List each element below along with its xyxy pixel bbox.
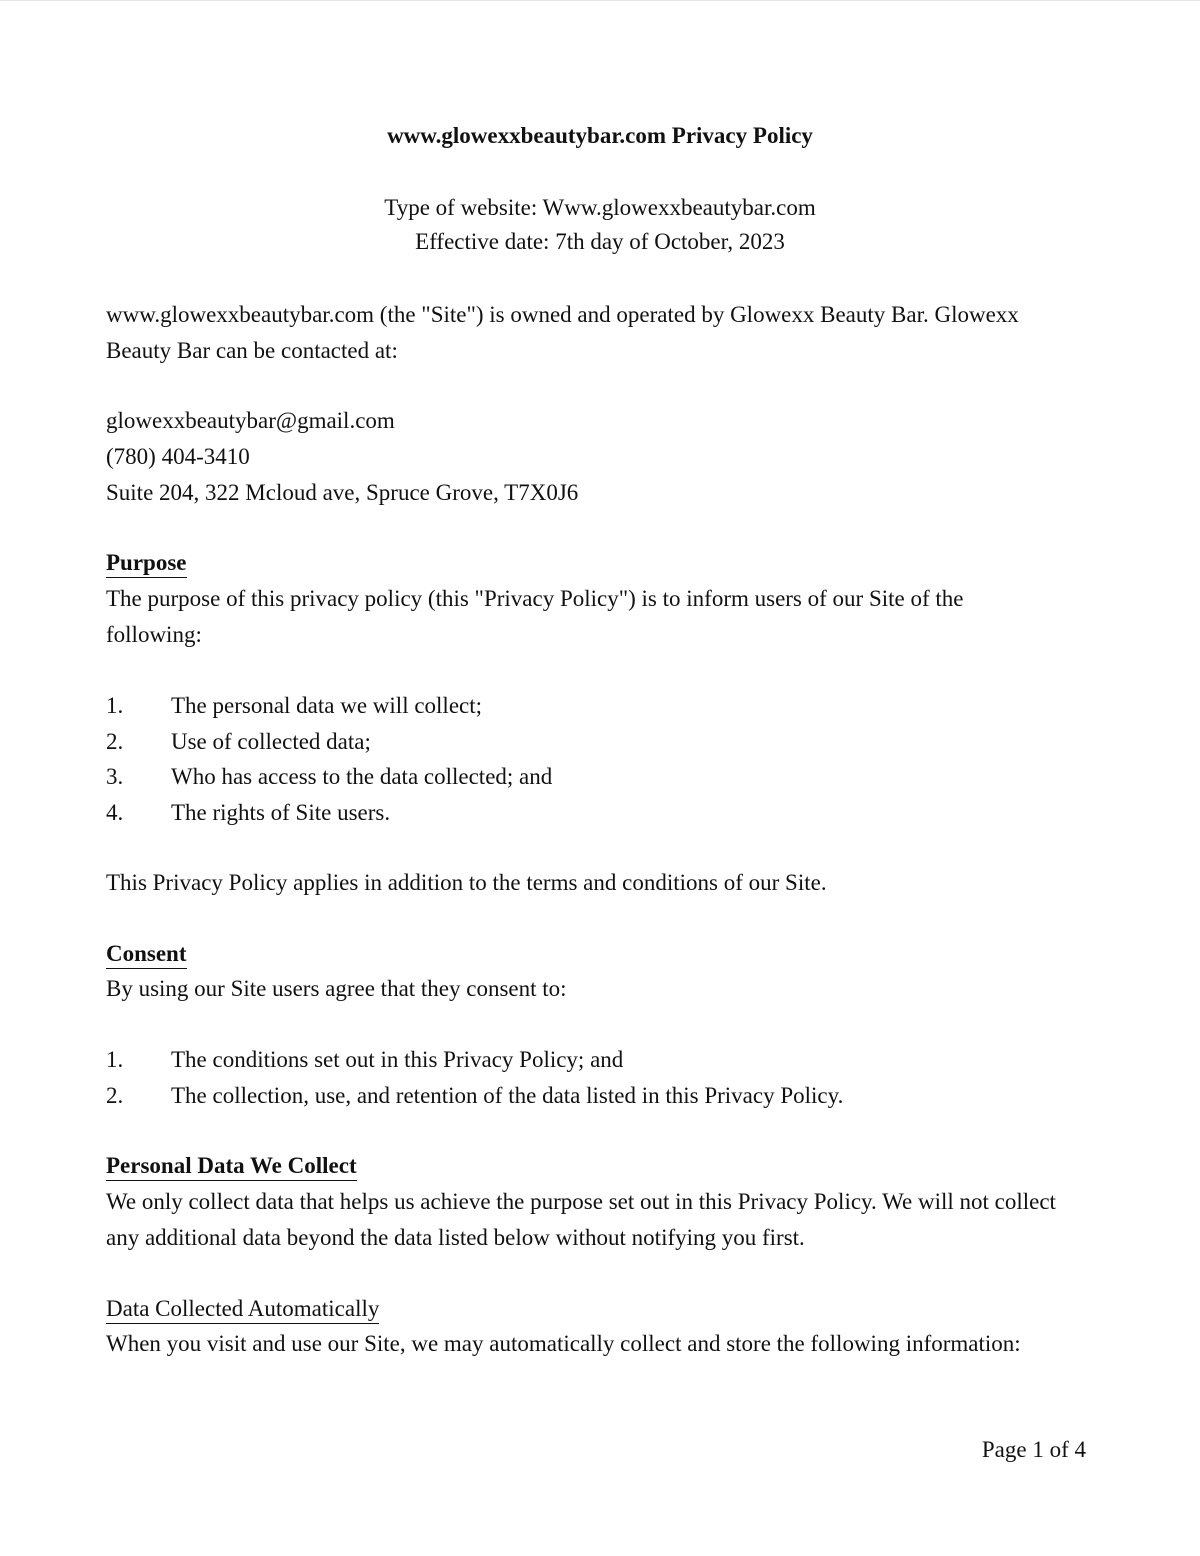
effective-date: Effective date: 7th day of October, 2023: [415, 229, 785, 254]
list-number: 1.: [106, 693, 124, 718]
list-item: [106, 759, 1106, 795]
document-title: www.glowexxbeautybar.com Privacy Policy: [387, 123, 813, 148]
list-text: The personal data we will collect;: [171, 693, 483, 718]
list-item: [106, 724, 1106, 760]
list-item: [106, 688, 1106, 724]
auto-data-heading: Data Collected Automatically: [106, 1296, 379, 1324]
personal-data-heading: Personal Data We Collect: [106, 1153, 357, 1181]
page-number: Page 1 of 4: [981, 1437, 1086, 1462]
consent-list: [106, 1042, 1106, 1113]
consent-paragraph: By using our Site users agree that they consent to:: [106, 976, 567, 1001]
consent-heading: Consent: [106, 941, 187, 969]
contact-block: [106, 403, 1106, 511]
list-text: The rights of Site users.: [171, 799, 391, 825]
purpose-list: [106, 688, 1106, 830]
purpose-line: following:: [106, 622, 202, 647]
personal-data-line: We only collect data that helps us achieve the purpose set out in this Privacy Policy. We will not collect: [106, 1189, 1056, 1214]
list-item: [106, 795, 1106, 831]
list-text: Use of collected data;: [171, 728, 371, 754]
website-type: Type of website: Www.glowexxbeautybar.com: [384, 195, 816, 220]
intro-line: www.glowexxbeautybar.com (the "Site") is owned and operated by Glowexx Beauty Bar. Glowexx: [106, 302, 1019, 327]
list-text: The collection, use, and retention of the data listed in this Privacy Policy.: [171, 1082, 844, 1108]
list-text: The conditions set out in this Privacy Policy; and: [171, 1047, 624, 1072]
list-number: 3.: [106, 764, 124, 789]
personal-data-paragraph: [106, 1184, 1126, 1256]
list-text: Who has access to the data collected; and: [171, 764, 553, 789]
contact-phone: (780) 404-3410: [106, 444, 250, 469]
auto-data-paragraph: When you visit and use our Site, we may automatically collect and store the following information:: [106, 1331, 1021, 1356]
intro-line: Beauty Bar can be contacted at:: [106, 338, 398, 363]
contact-email: glowexxbeautybar@gmail.com: [106, 408, 395, 433]
contact-address: Suite 204, 322 Mcloud ave, Spruce Grove, T7X0J6: [106, 480, 579, 505]
applies-paragraph: This Privacy Policy applies in addition to the terms and conditions of our Site.: [106, 870, 827, 895]
list-item: [106, 1042, 1106, 1078]
personal-data-line: any additional data beyond the data listed below without notifying you first.: [106, 1225, 805, 1250]
list-item: [106, 1078, 1106, 1114]
list-number: 2.: [106, 728, 124, 754]
list-number: 4.: [106, 799, 124, 825]
intro-paragraph: [106, 297, 1106, 369]
purpose-paragraph: [106, 581, 1106, 653]
list-number: 1.: [106, 1047, 124, 1072]
purpose-heading: Purpose: [106, 550, 187, 578]
purpose-line: The purpose of this privacy policy (this "Privacy Policy") is to inform users of our Site of the: [106, 586, 964, 611]
list-number: 2.: [106, 1082, 124, 1108]
